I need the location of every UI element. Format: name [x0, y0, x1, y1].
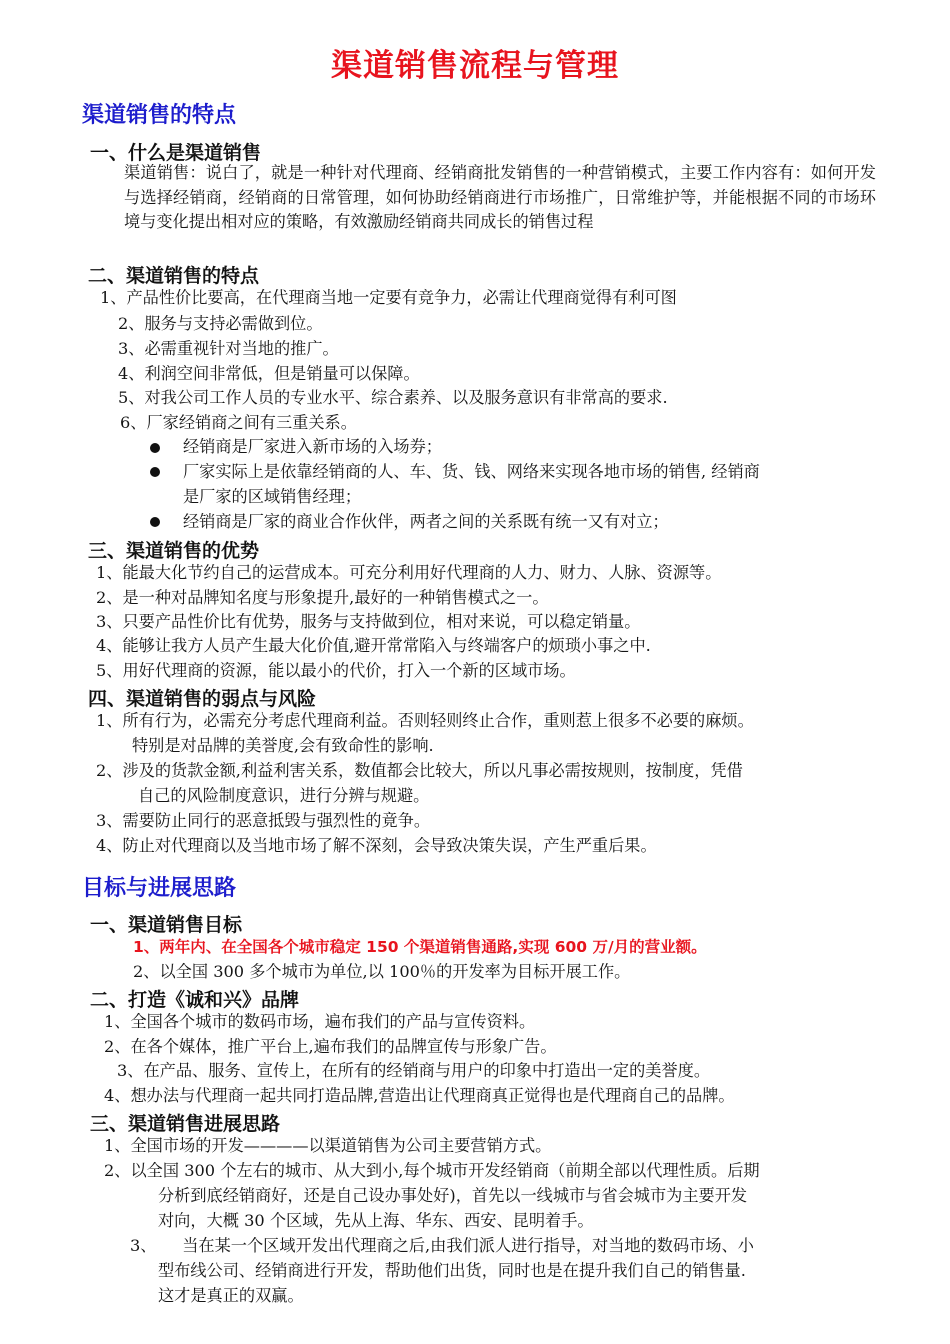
bullet-text: 厂家实际上是依靠经销商的人、车、货、钱、网络来实现各地市场的销售, 经销商: [183, 462, 760, 481]
bullet-text: 经销商是厂家的商业合作伙伴，两者之间的关系既有统一又有对立；: [183, 512, 669, 531]
list-item: 1、产品性价比要高，在代理商当地一定要有竞争力，必需让代理商觉得有利可图: [100, 288, 677, 307]
list-item: 3、只要产品性价比有优势，服务与支持做到位，相对来说，可以稳定销量。: [96, 612, 641, 631]
list-item: 4、防止对代理商以及当地市场了解不深刻，会导致决策失误，产生严重后果。: [96, 836, 657, 855]
subsection-heading: 一、什么是渠道销售: [90, 142, 262, 164]
list-item: 5、对我公司工作人员的专业水平、综合素养、以及服务意识有非常高的要求.: [118, 388, 668, 407]
list-item: 3、 当在某一个区域开发出代理商之后,由我们派人进行指导，对当地的数码市场、小: [130, 1236, 754, 1255]
list-item: 3、在产品、服务、宣传上，在所有的经销商与用户的印象中打造出一定的美誉度。: [117, 1061, 711, 1080]
list-item: 2、以全国 300 多个城市为单位,以 100％的开发率为目标开展工作。: [133, 962, 631, 981]
list-item: 3、必需重视针对当地的推广。: [118, 339, 339, 358]
list-item-continuation: 这才是真正的双赢。: [158, 1286, 304, 1305]
subsection-heading: 三、渠道销售进展思路: [90, 1113, 281, 1135]
subsection-heading: 二、打造《诚和兴》品牌: [90, 989, 300, 1011]
list-item: 1、所有行为，必需充分考虑代理商利益。否则轻则终止合作，重则惹上很多不必要的麻烦。: [96, 711, 754, 730]
section-heading: 目标与进展思路: [82, 876, 237, 901]
list-item: 2、涉及的货款金额,利益利害关系，数值都会比较大，所以凡事必需按规则，按制度，凭借: [96, 761, 743, 780]
paragraph-text: 渠道销售：说白了，就是一种针对代理商、经销商批发销售的一种营销模式，主要工作内容有：如何开发与选择经销商，经销商的日常管理，如何协助经销商进行市场推广，日常维护等，并能根据不同的市场环境与变化提出相对应的策略，有效激励经销商共同成长的销售过程: [124, 163, 876, 231]
bullet-icon: [150, 443, 160, 453]
document-title: 渠道销售流程与管理: [331, 48, 619, 84]
list-item: 6、厂家经销商之间有三重关系。: [120, 413, 357, 432]
list-item: 2、以全国 300 个左右的城市、从大到小,每个城市开发经销商（前期全部以代理性质。后期: [104, 1161, 760, 1180]
bullet-text: 经销商是厂家进入新市场的入场券；: [183, 437, 442, 456]
section-heading: 渠道销售的特点: [82, 103, 237, 128]
list-item: 4、利润空间非常低，但是销量可以保障。: [118, 364, 420, 383]
list-item: 4、能够让我方人员产生最大化价值,避开常常陷入与终端客户的烦琐小事之中.: [96, 636, 651, 655]
paragraph: [124, 161, 876, 235]
list-item: 2、在各个媒体，推广平台上,遍布我们的品牌宣传与形象广告。: [104, 1037, 557, 1056]
bullet-icon: [150, 517, 160, 527]
list-item: 1、全国各个城市的数码市场，遍布我们的产品与宣传资料。: [104, 1012, 536, 1031]
target-highlight: 1、两年内、在全国各个城市稳定 150 个渠道销售通路,实现 600 万/月的营业额。: [133, 938, 707, 956]
list-item: 2、服务与支持必需做到位。: [118, 314, 323, 333]
subsection-heading: 一、渠道销售目标: [90, 914, 243, 936]
bullet-icon: [150, 467, 160, 477]
subsection-heading: 三、渠道销售的优势: [88, 540, 260, 562]
list-item-continuation: 型布线公司、经销商进行开发，帮助他们出货，同时也是在提升我们自己的销售量.: [158, 1261, 746, 1280]
list-item-continuation: 自己的风险制度意识，进行分辨与规避。: [138, 786, 430, 805]
subsection-heading: 四、渠道销售的弱点与风险: [88, 688, 317, 710]
list-item-continuation: 特别是对品牌的美誉度,会有致命性的影响.: [132, 736, 434, 755]
list-item: 5、用好代理商的资源，能以最小的代价，打入一个新的区域市场。: [96, 661, 576, 680]
list-item-continuation: 分析到底经销商好，还是自己设办事处好)，首先以一线城市与省会城市为主要开发: [158, 1186, 748, 1205]
bullet-text: 是厂家的区域销售经理；: [183, 487, 362, 506]
list-item: 4、想办法与代理商一起共同打造品牌,营造出让代理商真正觉得也是代理商自己的品牌。: [104, 1086, 735, 1105]
list-item: 3、需要防止同行的恶意抵毁与强烈性的竟争。: [96, 811, 431, 830]
subsection-heading: 二、渠道销售的特点: [88, 265, 260, 287]
list-item: 1、全国市场的开发————以渠道销售为公司主要营销方式。: [104, 1136, 552, 1155]
list-item: 1、能最大化节约自己的运营成本。可充分利用好代理商的人力、财力、人脉、资源等。: [96, 563, 722, 582]
list-item-continuation: 对向，大概 30 个区域，先从上海、华东、西安、昆明着手。: [158, 1211, 594, 1230]
list-item: 2、是一种对品牌知名度与形象提升,最好的一种销售模式之一。: [96, 588, 549, 607]
